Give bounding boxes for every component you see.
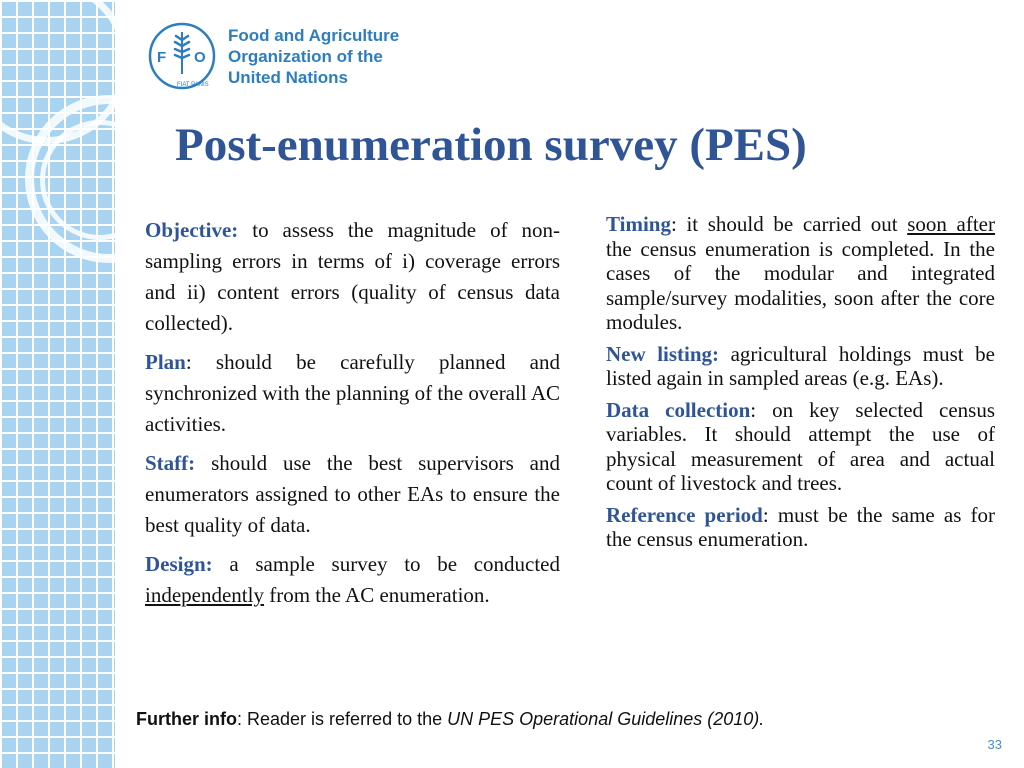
objective-label: Objective: <box>145 218 239 242</box>
reference-label: Reference period <box>606 502 763 527</box>
design-paragraph <box>145 549 560 611</box>
reference-paragraph: Reference period: must be the same as for the census enumeration. <box>606 502 995 551</box>
design-text-end: from the AC enumeration. <box>269 583 490 607</box>
design-text: a sample survey to be conducted <box>229 552 560 576</box>
right-column <box>606 212 995 559</box>
collection-paragraph: Data collection: on key selected census variables. It should attempt the use of physical measurement of area and actual count of livestock and trees. <box>606 397 995 495</box>
staff-paragraph <box>145 448 560 541</box>
left-column <box>145 215 560 619</box>
svg-text:FIAT PANIS: FIAT PANIS <box>177 82 209 88</box>
further-info-label: Further info <box>136 709 237 729</box>
collection-label: Data collection <box>606 397 751 422</box>
listing-paragraph <box>606 342 995 391</box>
staff-label: Staff: <box>145 451 196 475</box>
design-underlined-text: independently <box>145 583 264 607</box>
timing-paragraph: Timing: it should be carried out soon after the census enumeration is completed. In the cases of the modular and integrated sample/survey modalities, soon after the core modules. <box>606 212 996 334</box>
decorative-grid-strip <box>0 0 115 768</box>
org-name-line: United Nations <box>228 67 348 87</box>
timing-text-end: the census enumeration is completed. In the cases of the modular and integrated sample/survey modalities, soon after the core modules. <box>606 236 995 334</box>
further-info-reference: UN PES Operational Guidelines (2010). <box>447 709 765 729</box>
staff-text: should use the best supervisors and enumerators assigned to other EAs to ensure the best quality of data. <box>145 451 561 537</box>
org-name-line: Food and Agriculture <box>228 25 400 45</box>
listing-label: New listing: <box>606 341 720 366</box>
timing-text: it should be carried out <box>686 212 898 236</box>
collection-text: on key selected census variables. It should attempt the use of physical measurement of area and actual count of livestock and trees. <box>606 397 995 495</box>
objective-paragraph <box>145 215 560 339</box>
plan-label: Plan <box>145 350 186 374</box>
svg-text:O: O <box>194 49 206 66</box>
plan-text: should be carefully planned and synchronized with the planning of the overall AC activities. <box>145 350 560 436</box>
slide-title: Post-enumeration survey (PES) <box>175 119 807 171</box>
svg-text:F: F <box>157 49 167 66</box>
timing-underlined-text: soon after <box>907 212 996 236</box>
organization-name <box>228 25 418 88</box>
fao-emblem-icon <box>148 22 216 90</box>
fao-logo <box>148 22 418 90</box>
objective-text: to assess the magnitude of non-sampling errors in terms of i) coverage errors and ii) content errors (quality of census data collected). <box>145 218 561 335</box>
further-info: Further info: Reader is referred to the UN PES Operational Guidelines (2010). <box>136 709 765 729</box>
listing-text: agricultural holdings must be listed again in sampled areas (e.g. EAs). <box>606 341 996 390</box>
design-label: Design: <box>145 552 213 576</box>
timing-label: Timing <box>606 212 671 236</box>
page-number: 33 <box>987 737 1002 752</box>
reference-text: must be the same as for the census enumeration. <box>606 502 995 551</box>
org-name-line: Organization of the <box>228 46 383 66</box>
plan-paragraph: Plan: should be carefully planned and synchronized with the planning of the overall AC activities. <box>145 350 560 436</box>
further-info-text: Reader is referred to the <box>247 709 443 729</box>
